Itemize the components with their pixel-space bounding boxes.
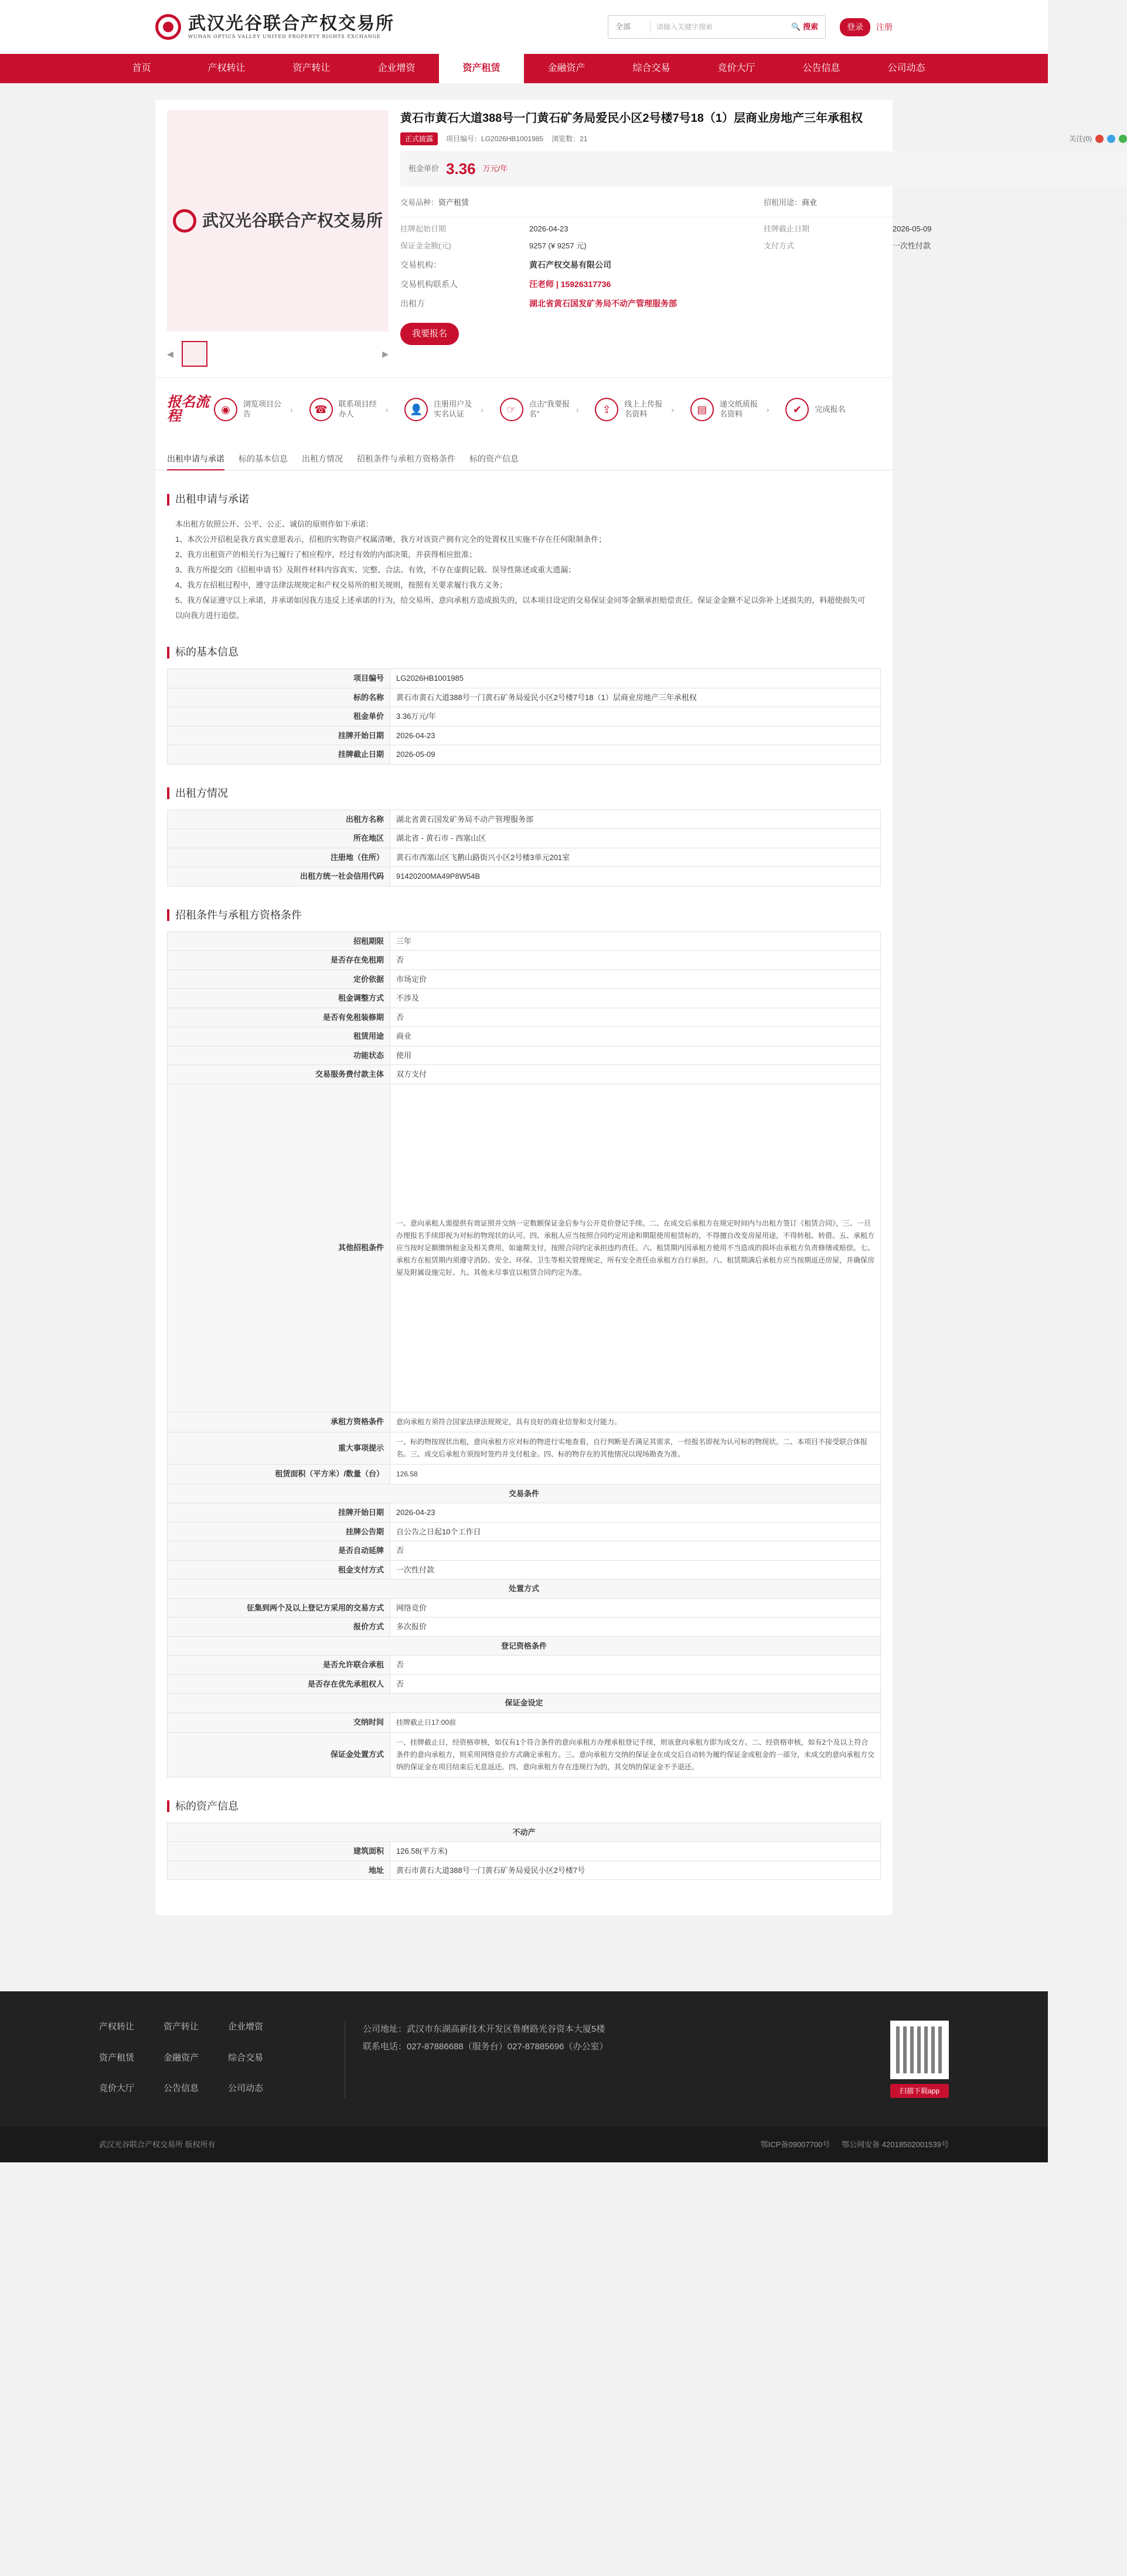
row-value: 湖北省 - 黄石市 - 西塞山区 (390, 829, 881, 848)
table-row (168, 1522, 881, 1541)
row-value: 意向承租方须符合国家法律法规规定，具有良好的商业信誉和支付能力。 (390, 1412, 881, 1432)
row-value: 黄石市黄石大道388号一门黄石矿务局爱民小区2号楼7号18（1）层商业房地产三年承租权 (390, 688, 881, 707)
step-icon: ☎ (309, 398, 333, 421)
row-label: 所在地区 (168, 829, 390, 848)
row-label: 是否存在优先承租权人 (168, 1674, 390, 1694)
row-value: 3.36万元/年 (390, 707, 881, 726)
search-placeholder[interactable]: 请输入关键字搜索 (656, 23, 713, 31)
row-label: 是否允许联合承租 (168, 1656, 390, 1675)
row-value: 使用 (390, 1046, 881, 1065)
follow-button[interactable]: 关注(0) (1069, 135, 1092, 143)
section-title: 招租条件与承租方资格条件 (167, 907, 881, 923)
search-scope-select[interactable]: 全部 (615, 21, 651, 33)
step-label: 联系项目经办人 (338, 400, 377, 418)
process-step (690, 398, 786, 421)
row-label: 重大事项提示 (168, 1432, 390, 1464)
table-row (168, 726, 881, 745)
row-label: 租金单价 (168, 707, 390, 726)
table-row (168, 669, 881, 688)
row-value: 市场定价 (390, 970, 881, 989)
main-nav (0, 54, 1048, 83)
search-area (608, 15, 893, 39)
table-row (168, 1027, 881, 1046)
project-title: 黄石市黄石大道388号一门黄石矿务局爱民小区2号楼7号18（1）层商业房地产三年承租权 (400, 112, 863, 125)
commitment-line: 4、我方在招租过程中，遵守法律法规规定和产权交易所的相关规则，按照有关要求履行我方义务； (175, 581, 508, 589)
arrow-icon: › (385, 404, 389, 414)
row-label: 注册地（住所） (168, 848, 390, 867)
contact-row: 交易机构联系人 汪老师 | 15926317736 (400, 279, 611, 289)
arrow-icon: › (671, 404, 674, 414)
lessor-row: 出租方 湖北省黄石国发矿务局不动产管理服务部 (400, 298, 677, 308)
group-row (168, 1579, 881, 1599)
image-logo-text: 武汉光谷联合产权交易所 (202, 211, 383, 230)
apply-process (155, 377, 893, 441)
row-value: 否 (390, 1541, 881, 1561)
footer-links (99, 2021, 345, 2098)
table-row (168, 1618, 881, 1637)
section-asset (155, 1799, 893, 1916)
copyright-text: 武汉光谷联合产权交易所 版权所有 (99, 2140, 216, 2149)
row-value: 否 (390, 1674, 881, 1694)
logo-icon (173, 209, 196, 233)
row-label: 挂牌开始日期 (168, 726, 390, 745)
section-title: 标的基本信息 (167, 644, 881, 660)
table-row (168, 810, 881, 829)
row-label: 租金调整方式 (168, 989, 390, 1008)
table-row (168, 1674, 881, 1694)
rent-usage: 招租用途：商业 (764, 198, 818, 207)
footer-link[interactable]: 产权转让 (99, 2022, 135, 2032)
nav-item[interactable]: 首页 (132, 63, 151, 73)
site-logo[interactable] (155, 14, 394, 40)
arrow-icon: › (766, 404, 770, 414)
row-label: 租赁用途 (168, 1027, 390, 1046)
process-step (595, 398, 690, 421)
row-value: 网络竞价 (390, 1598, 881, 1618)
row-label: 功能状态 (168, 1046, 390, 1065)
step-label: 注册用户及实名认证 (434, 400, 472, 418)
table-row (168, 745, 881, 765)
section-basic-info (155, 644, 893, 765)
nav-item[interactable]: 金融资产 (547, 63, 585, 73)
commitment-line: 3、我方所提交的《招租申请书》及附件材料内容真实、完整、合法、有效，不存在虚假记载、误导性陈述或重大遗漏； (175, 565, 576, 574)
row-value: 三年 (390, 932, 881, 951)
nav-item[interactable]: 公司动态 (887, 63, 925, 73)
table-row (168, 970, 881, 989)
row-value: 一、意向承租人需提供有效证照并交纳一定数额保证金后参与公开竞价登记手续。二、在成交后承租方在规定时间内与出租方签订《租赁合同》，三、一旦办理报名手续即视为对标的物现状的认可。四、承租人应当按照合同约定用途和期限使用租赁标的，不得擅自改变房屋用途，不得转租、转借。五、承租方应当按时足额缴纳租金及相关费用，如逾期支付，按照合同约定承担违约责任。六、租赁期内因承租方使用不当造成的损坏由承租方负责修缮或赔偿。七、承租方在租赁期内须遵守消防、安全、环保、卫生等相关管理规定，所有安全责任由承租方自行承担。八、租赁期满后承租方应当按期返还房屋，并确保房屋及附属设施完好。九、其他未尽事宜以租赁合同约定为准。 (390, 1084, 881, 1412)
group-row (168, 1484, 881, 1503)
table-row (168, 707, 881, 726)
next-arrow-icon[interactable]: ▶ (382, 349, 389, 359)
row-value: 一、挂牌截止日，经资格审核，如仅有1个符合条件的意向承租方办理承租登记手续，则该意向承租方即为成交方。二、经资格审核，如有2个及以上符合条件的意向承租方，则采用网络竞价方式确定承租方。三、意向承租方交纳的保证金在成交后自动转为履约保证金或租金的一部分，未成交的意向承租方交纳的保证金在项目结束后无息返还。四、意向承租方存在违规行为的，其交纳的保证金不予退还。 (390, 1732, 881, 1777)
section-conditions (155, 907, 893, 1777)
group-title: 登记资格条件 (168, 1636, 881, 1656)
footer-link[interactable]: 公司动态 (228, 2083, 264, 2094)
price-unit: 万元/年 (482, 164, 508, 173)
row-label: 交纳时间 (168, 1712, 390, 1732)
download-app-button[interactable]: 扫描下载app (890, 2084, 949, 2098)
footer-address: 公司地址：武汉市东湖高新技术开发区鲁磨路光谷资本大厦5楼 (363, 2024, 605, 2034)
table-row (168, 829, 881, 848)
detail-tabs (155, 447, 893, 470)
arrow-icon: › (290, 404, 293, 414)
table-row (168, 951, 881, 970)
search-button[interactable]: 🔍 搜索 (791, 22, 818, 32)
arrow-icon: › (576, 404, 579, 414)
row-label: 地址 (168, 1861, 390, 1880)
search-input[interactable] (608, 15, 826, 39)
project-image (167, 110, 389, 332)
row-value: 一、标的物按现状出租，意向承租方应对标的物进行实地查看，自行判断是否满足其需求，一经报名即视为认可标的物现状。二、本项目不接受联合体报名。三、成交后承租方须按时签约并支付租金。四、标的物存在的其他情况以现场勘查为准。 (390, 1432, 881, 1464)
commitment-line: 本出租方依照公开、公平、公正、诚信的原则作如下承诺： (175, 520, 374, 528)
row-value: 126.58(平方米) (390, 1842, 881, 1861)
commitment-line: 1、本次公开招租是我方真实意愿表示，招租的实物资产权属清晰，我方对该资产拥有完全的处置权且实施不存在任何限制条件； (175, 535, 607, 544)
group-row (168, 1694, 881, 1713)
table-row (168, 1084, 881, 1412)
row-value: 否 (390, 951, 881, 970)
row-value: 不涉及 (390, 989, 881, 1008)
section-lessor (155, 786, 893, 886)
prev-arrow-icon[interactable]: ◀ (167, 349, 173, 359)
nav-item[interactable]: 资产租赁 (439, 54, 524, 83)
row-value: 2026-05-09 (390, 745, 881, 765)
section-commitment (155, 492, 893, 623)
logo-subtitle: WUHAN OPTICS VALLEY UNITED PROPERTY RIGHTS EXCHANGE (188, 33, 381, 39)
row-value: 湖北省黄石国发矿务局不动产管理服务部 (390, 810, 881, 829)
footer-link[interactable]: 金融资产 (164, 2052, 199, 2063)
thumbnail[interactable] (182, 341, 207, 367)
table-row (168, 867, 881, 886)
table-row (168, 848, 881, 867)
row-label: 标的名称 (168, 688, 390, 707)
row-label: 定价依据 (168, 970, 390, 989)
table-row (168, 1464, 881, 1484)
tab-item[interactable]: 标的资产信息 (469, 453, 519, 463)
footer-link[interactable]: 公告信息 (164, 2083, 199, 2094)
table-row (168, 1598, 881, 1618)
trade-type: 交易品种：资产租赁 (400, 198, 469, 207)
row-label: 保证金处置方式 (168, 1732, 390, 1777)
nav-item[interactable]: 竞价大厅 (717, 63, 755, 73)
step-label: 完成报名 (815, 404, 846, 414)
table-row (168, 989, 881, 1008)
row-label: 租金支付方式 (168, 1560, 390, 1579)
table-row (168, 1065, 881, 1084)
commitment-line: 5、我方保证遵守以上承诺，并承诺如因我方违反上述承诺的行为，给交易所、意向承租方造成损失的，以本项目设定的交易保证金同等金额承担赔偿责任。保证金金额不足以弥补上述损失的，料超使损失可以向我方进行追偿。 (175, 596, 866, 620)
section-title: 出租方情况 (167, 786, 881, 801)
row-label: 承租方资格条件 (168, 1412, 390, 1432)
row-value: 否 (390, 1008, 881, 1027)
weibo-icon[interactable] (1095, 135, 1104, 143)
table-row (168, 1712, 881, 1732)
group-row (168, 1823, 881, 1842)
step-icon: ◉ (214, 398, 237, 421)
row-value: 91420200MA49P8W54B (390, 867, 881, 886)
login-button[interactable]: 登录 (840, 18, 870, 36)
info-row: 保证金金额(元) 9257 (¥ 9257 元) 支付方式 一次性付款 (400, 241, 931, 250)
copyright-bar (0, 2127, 1048, 2162)
footer-link[interactable]: 竞价大厅 (99, 2083, 135, 2094)
project-code: 项目编号：LG2026HB1001985 (446, 135, 544, 143)
row-label: 是否有免租装修期 (168, 1008, 390, 1027)
row-value: 双方支付 (390, 1065, 881, 1084)
apply-button[interactable]: 我要报名 (400, 323, 459, 346)
process-step (785, 398, 881, 421)
nav-item[interactable]: 综合交易 (632, 63, 670, 73)
table-row (168, 1732, 881, 1777)
row-value: 2026-04-23 (390, 1503, 881, 1523)
row-value: 否 (390, 1656, 881, 1675)
row-label: 出租方名称 (168, 810, 390, 829)
step-icon: ✔ (785, 398, 809, 421)
icp-number[interactable]: 鄂ICP备09007700号 (760, 2140, 830, 2149)
price-box (400, 151, 1127, 186)
commitment-line: 2、我方出租资产的相关行为已履行了相应程序，经过有效的内部决策，并获得相应批准； (175, 550, 477, 559)
row-label: 挂牌公告期 (168, 1522, 390, 1541)
process-title: 报名流程 (167, 394, 209, 424)
row-label: 征集到两个及以上登记方采用的交易方式 (168, 1598, 390, 1618)
logo-icon (155, 14, 181, 40)
tab-item[interactable]: 招租条件与承租方资格条件 (357, 453, 455, 463)
row-value: 挂牌截止日17:00前 (390, 1712, 881, 1732)
step-icon: ☞ (500, 398, 523, 421)
logo-name: 武汉光谷联合产权交易所 (188, 13, 394, 34)
app-qr[interactable] (890, 2021, 949, 2098)
footer-link[interactable]: 资产租赁 (99, 2052, 135, 2063)
nav-item[interactable]: 产权转让 (207, 63, 246, 73)
row-label: 挂牌截止日期 (168, 745, 390, 765)
top-header (0, 0, 1048, 54)
table-row (168, 1861, 881, 1880)
image-gallery (167, 110, 389, 367)
step-icon: ⇪ (595, 398, 618, 421)
row-value: 一次性付款 (390, 1560, 881, 1579)
row-label: 招租期限 (168, 932, 390, 951)
row-value: LG2026HB1001985 (390, 669, 881, 688)
status-badge: 正式披露 (400, 132, 438, 145)
view-count: 浏览数：21 (551, 135, 588, 143)
step-label: 浏览项目公告 (243, 400, 282, 418)
info-row: 挂牌起始日期 2026-04-23 挂牌截止日期 2026-05-09 (400, 224, 932, 233)
footer-link[interactable]: 综合交易 (228, 2052, 264, 2063)
table-row (168, 1432, 881, 1464)
police-number[interactable]: 鄂公网安备 42018502001539号 (842, 2140, 949, 2149)
row-label: 租赁面积（平方米）/数量（台） (168, 1464, 390, 1484)
tab-item[interactable]: 标的基本信息 (239, 453, 288, 463)
footer-link[interactable]: 资产转让 (164, 2022, 199, 2032)
row-label: 挂牌开始日期 (168, 1503, 390, 1523)
group-row (168, 1636, 881, 1656)
nav-item[interactable]: 资产转让 (292, 63, 331, 73)
wechat-icon[interactable] (1119, 135, 1127, 143)
row-label: 报价方式 (168, 1618, 390, 1637)
table-row (168, 1412, 881, 1432)
table-row (168, 1046, 881, 1065)
table-row (168, 1503, 881, 1523)
row-label: 是否存在免租期 (168, 951, 390, 970)
group-title: 处置方式 (168, 1579, 881, 1599)
row-value: 自公告之日起10个工作日 (390, 1522, 881, 1541)
group-title: 保证金设定 (168, 1694, 881, 1713)
nav-item[interactable]: 公告信息 (802, 63, 840, 73)
section-title: 标的资产信息 (167, 1799, 881, 1814)
table-row (168, 1541, 881, 1561)
group-title: 不动产 (168, 1823, 881, 1842)
price-value: 3.36 (446, 159, 476, 178)
row-label: 是否自动延牌 (168, 1541, 390, 1561)
agency-row: 交易机构： 黄石产权交易有限公司 (400, 260, 611, 269)
register-link[interactable]: 注册 (876, 22, 893, 32)
row-value: 126.58 (390, 1464, 881, 1484)
table-row (168, 1656, 881, 1675)
process-step (404, 398, 500, 421)
project-card (155, 100, 1092, 1915)
step-label: 点击“我要报名” (529, 400, 570, 418)
row-label: 建筑面积 (168, 1842, 390, 1861)
group-title: 交易条件 (168, 1484, 881, 1503)
row-value: 黄石市西塞山区飞鹅山路街兴小区2号楼3单元201室 (390, 848, 881, 867)
row-value: 多次报价 (390, 1618, 881, 1637)
section-title: 出租申请与承诺 (167, 492, 881, 507)
table-row (168, 688, 881, 707)
tab-item[interactable]: 出租方情况 (302, 453, 343, 463)
tab-item[interactable]: 出租申请与承诺 (167, 447, 224, 470)
nav-item[interactable]: 企业增资 (377, 63, 416, 73)
table-row (168, 1842, 881, 1861)
row-value: 2026-04-23 (390, 726, 881, 745)
footer-link[interactable]: 企业增资 (228, 2022, 264, 2032)
arrow-icon: › (481, 404, 484, 414)
step-icon: 👤 (404, 398, 428, 421)
row-value: 黄石市黄石大道388号一门黄石矿务局爱民小区2号楼7号 (390, 1861, 881, 1880)
table-row (168, 1560, 881, 1579)
row-label: 项目编号 (168, 669, 390, 688)
footer-phone: 联系电话：027-87886688（服务台）027-87885696（办公室） (363, 2042, 608, 2052)
row-label: 其他招租条件 (168, 1084, 390, 1412)
step-label: 递交纸质报名资料 (719, 400, 758, 418)
process-step (309, 398, 405, 421)
step-label: 线上上传报名资料 (624, 400, 663, 418)
row-label: 交易服务费付款主体 (168, 1065, 390, 1084)
qq-icon[interactable] (1107, 135, 1115, 143)
process-step (214, 398, 309, 421)
row-label: 出租方统一社会信用代码 (168, 867, 390, 886)
price-label: 租金单价 (408, 164, 440, 173)
process-step (500, 398, 595, 421)
table-row (168, 1008, 881, 1027)
table-row (168, 932, 881, 951)
qr-code-icon (890, 2021, 949, 2079)
step-icon: ▤ (690, 398, 714, 421)
row-value: 商业 (390, 1027, 881, 1046)
footer (0, 1991, 1048, 2127)
